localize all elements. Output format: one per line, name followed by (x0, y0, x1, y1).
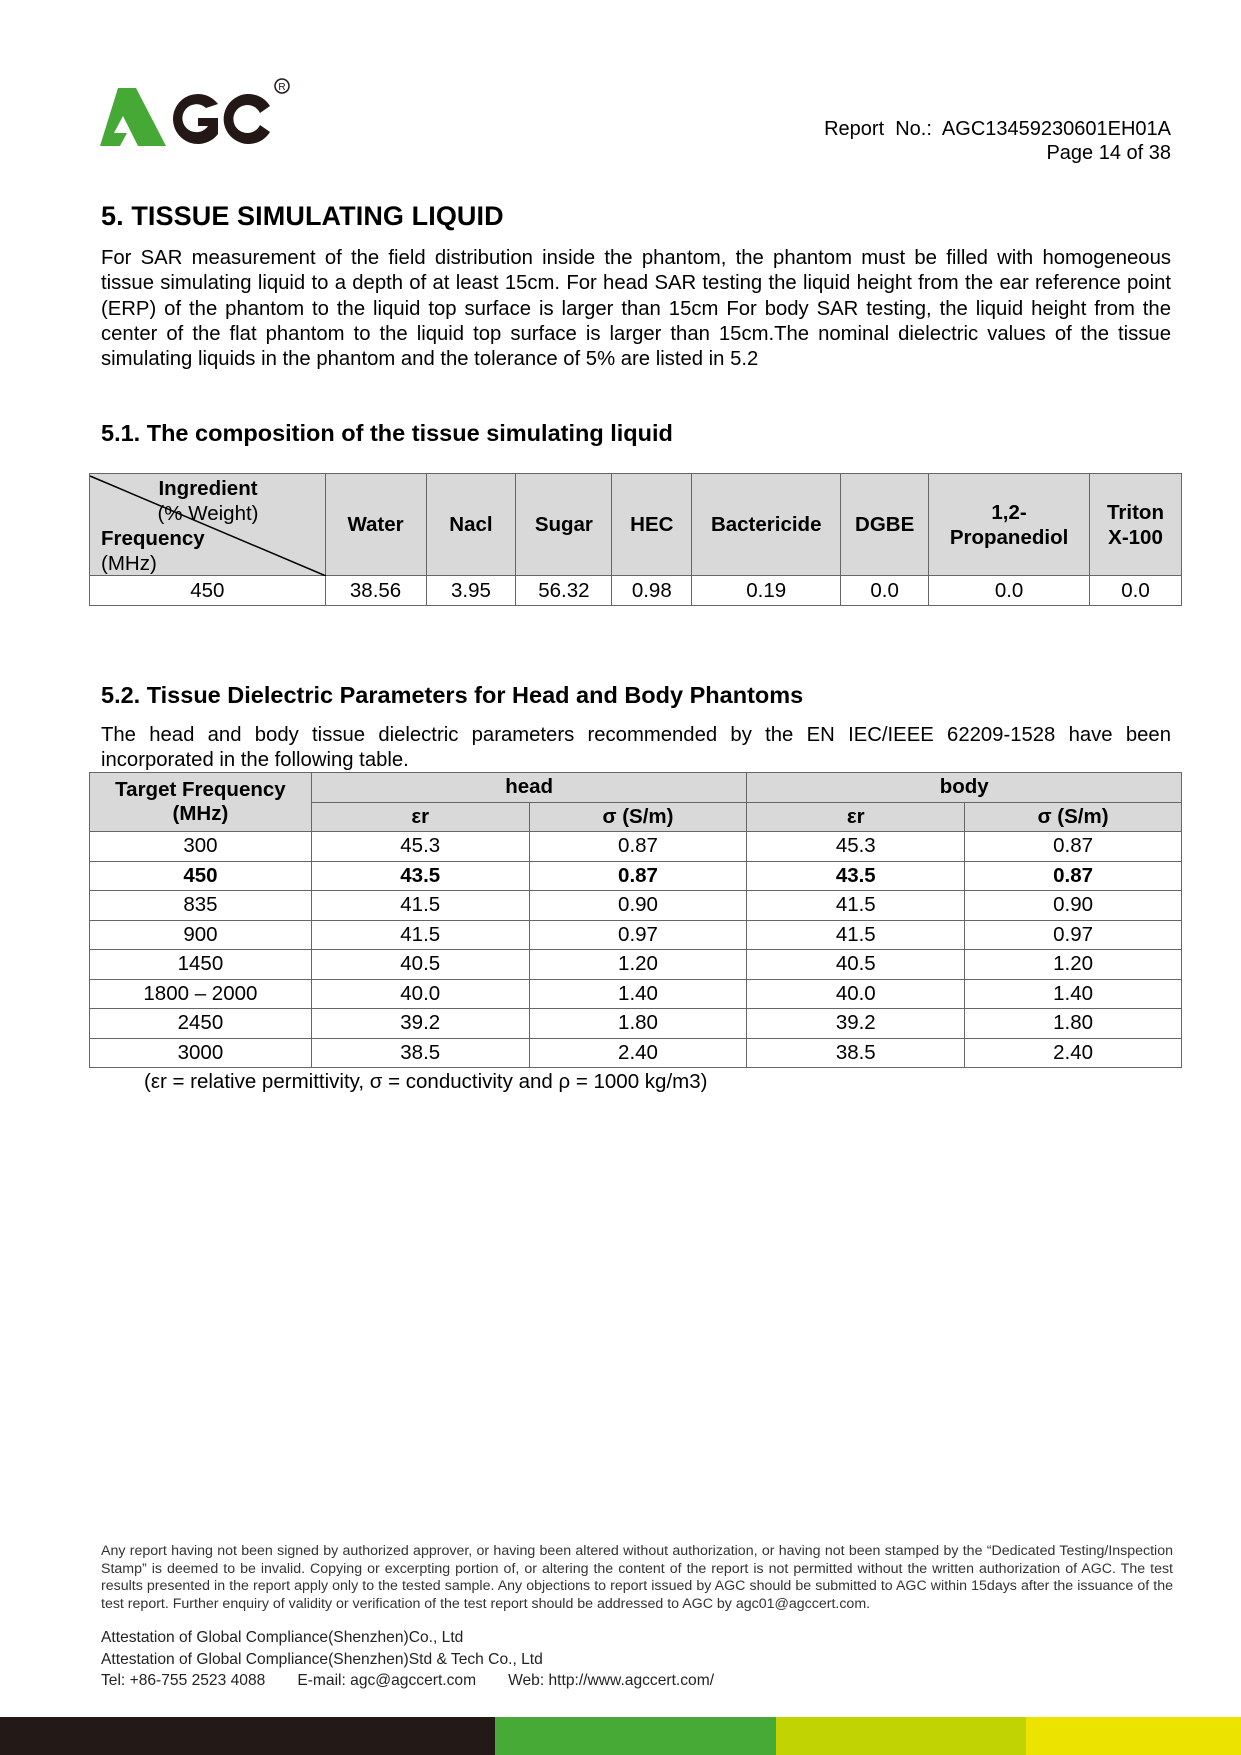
table-row (90, 832, 1182, 862)
table-cell-head-er: 41.5 (311, 891, 529, 921)
table-row (90, 861, 1182, 891)
body-sigma-header: σ (S/m) (965, 802, 1182, 832)
table-note: (εr = relative permittivity, σ = conductivity and ρ = 1000 kg/m3) (144, 1070, 708, 1093)
table-cell-head-er: 45.3 (311, 832, 529, 862)
header-line: Propanediol (949, 525, 1069, 549)
dielectric-table (89, 772, 1182, 1068)
svg-text:R: R (278, 82, 286, 93)
report-number: Report No.: AGC13459230601EH01A (824, 118, 1171, 140)
table-cell-head-sigma: 1.80 (529, 1009, 747, 1039)
frequency-label: Frequency (101, 527, 205, 550)
header-line: Target Frequency (115, 778, 286, 801)
table-cell-body-sigma: 1.20 (965, 950, 1182, 980)
head-sigma-header: σ (S/m) (529, 802, 747, 832)
mhz-label: (MHz) (101, 552, 157, 575)
table-cell: 3.95 (426, 576, 516, 606)
table-cell-head-sigma: 1.40 (529, 979, 747, 1009)
table-cell-head-sigma: 1.20 (529, 950, 747, 980)
table-cell-freq: 1800 – 2000 (90, 979, 312, 1009)
table-cell-body-er: 41.5 (747, 891, 965, 921)
column-header (929, 474, 1090, 576)
table-row (90, 920, 1182, 950)
table-cell-body-sigma: 1.80 (965, 1009, 1182, 1039)
column-header: Nacl (426, 474, 516, 576)
body-group-header: body (747, 773, 1182, 803)
table-cell-freq: 835 (90, 891, 312, 921)
table-cell-body-er: 39.2 (747, 1009, 965, 1039)
body-er-header: εr (747, 802, 965, 832)
column-header: Sugar (516, 474, 612, 576)
table-cell-freq: 3000 (90, 1038, 312, 1068)
agc-logo-icon (100, 78, 300, 150)
table-cell-freq: 450 (90, 861, 312, 891)
column-header: DGBE (841, 474, 929, 576)
company-name-1: Attestation of Global Compliance(Shenzhen)Co., Ltd (101, 1629, 464, 1646)
section-paragraph: For SAR measurement of the field distribution inside the phantom, the phantom must be filled with homogeneous tissue simulating liquid to a depth of at least 15cm. For head SAR testing the liquid height from the ear reference point (ERP) of the phantom to the liquid top surface is larger than 15cm For body SAR testing, the liquid height from the center of the flat phantom to the liquid top surface is larger than 15cm.The nominal dielectric values of the tissue simulating liquids in the phantom and the tolerance of 5% are listed in 5.2 (101, 247, 1171, 371)
target-frequency-header (90, 773, 312, 832)
subsection-title-dielectric: 5.2. Tissue Dielectric Parameters for Head and Body Phantoms (101, 682, 804, 708)
head-er-header: εr (311, 802, 529, 832)
subsection-title-composition: 5.1. The composition of the tissue simulating liquid (101, 420, 673, 446)
ingredient-label: Ingredient (158, 477, 258, 500)
table-cell-freq: 1450 (90, 950, 312, 980)
dielectric-paragraph: The head and body tissue dielectric parameters recommended by the EN IEC/IEEE 62209-1528 have been incorporated in the following table. (101, 724, 1171, 772)
footer-disclaimer: Any report having not been signed by authorized approver, or having been altered without authorization, or having not been stamped by the “Dedicated Testing/Inspection Stamp” is deemed to be invalid. Copying or excerpting portion of, or altering the content of the report is not permitted without the written authorization of AGC. The test results presented in the report apply only to the tested sample. Any objections to report issued by AGC should be submitted to AGC within 15days after the issuance of the test report. Further enquiry of validity or verification of the test report should be addressed to AGC by agc01@agccert.com. (101, 1543, 1173, 1612)
column-header (1090, 474, 1182, 576)
header-line: X-100 (1108, 525, 1163, 549)
table-cell-body-er: 40.0 (747, 979, 965, 1009)
company-name-2: Attestation of Global Compliance(Shenzhen)Std & Tech Co., Ltd (101, 1651, 543, 1668)
footer-bar-yellow (1026, 1717, 1241, 1755)
header-line: 1,2- (991, 500, 1027, 524)
table-row (90, 979, 1182, 1009)
table-cell: 0.0 (841, 576, 929, 606)
table-cell-head-er: 39.2 (311, 1009, 529, 1039)
table-cell-body-er: 40.5 (747, 950, 965, 980)
website: Web: http://www.agccert.com/ (508, 1672, 715, 1689)
header-line: Triton (1107, 500, 1164, 524)
table-cell: 0.0 (929, 576, 1090, 606)
table-cell-head-sigma: 2.40 (529, 1038, 747, 1068)
table-cell-head-er: 41.5 (311, 920, 529, 950)
report-header (824, 117, 1171, 165)
table-header-row (90, 474, 1182, 576)
table-cell: 0.98 (612, 576, 692, 606)
table-cell-freq: 900 (90, 920, 312, 950)
table-row (90, 576, 1182, 606)
phone: Tel: +86-755 2523 4088 (101, 1672, 266, 1689)
column-header: Water (325, 474, 426, 576)
table-cell-head-er: 40.5 (311, 950, 529, 980)
table-row (90, 1009, 1182, 1039)
column-header: HEC (612, 474, 692, 576)
table-cell: 450 (90, 576, 326, 606)
table-cell-head-sigma: 0.97 (529, 920, 747, 950)
table-cell: 56.32 (516, 576, 612, 606)
table-cell-head-sigma: 0.90 (529, 891, 747, 921)
table-cell-head-er: 43.5 (311, 861, 529, 891)
table-cell-body-er: 45.3 (747, 832, 965, 862)
table-cell: 38.56 (325, 576, 426, 606)
table-cell-body-er: 41.5 (747, 920, 965, 950)
section-title: 5. TISSUE SIMULATING LIQUID (101, 201, 504, 231)
table-cell-head-sigma: 0.87 (529, 832, 747, 862)
header-line: (MHz) (172, 802, 229, 825)
table-cell-body-er: 38.5 (747, 1038, 965, 1068)
table-cell: 0.0 (1090, 576, 1182, 606)
table-header-row (90, 773, 1182, 803)
composition-table (89, 473, 1182, 606)
table-cell-body-sigma: 0.87 (965, 861, 1182, 891)
column-header: Bactericide (692, 474, 841, 576)
table-row (90, 891, 1182, 921)
table-cell-freq: 2450 (90, 1009, 312, 1039)
table-cell-freq: 300 (90, 832, 312, 862)
head-group-header: head (311, 773, 747, 803)
table-cell-body-sigma: 0.90 (965, 891, 1182, 921)
table-cell-body-sigma: 1.40 (965, 979, 1182, 1009)
agc-logo (100, 78, 300, 150)
footer-bar-lime (776, 1717, 1026, 1755)
dielectric-table-body (90, 832, 1182, 1068)
table-cell-head-er: 40.0 (311, 979, 529, 1009)
table-cell-head-er: 38.5 (311, 1038, 529, 1068)
email: E-mail: agc@agccert.com (297, 1672, 477, 1689)
contact-line (101, 1672, 714, 1690)
table-cell-body-sigma: 2.40 (965, 1038, 1182, 1068)
weight-label: (% Weight) (157, 502, 259, 525)
page-number: Page 14 of 38 (1046, 142, 1171, 164)
table-cell-body-sigma: 0.87 (965, 832, 1182, 862)
table-cell-body-sigma: 0.97 (965, 920, 1182, 950)
footer-bar-green (495, 1717, 776, 1755)
table-cell-body-er: 43.5 (747, 861, 965, 891)
table-row (90, 1038, 1182, 1068)
table-row (90, 950, 1182, 980)
table-cell-head-sigma: 0.87 (529, 861, 747, 891)
corner-header-cell (90, 474, 326, 576)
footer-bar-dark (0, 1717, 495, 1755)
table-cell: 0.19 (692, 576, 841, 606)
